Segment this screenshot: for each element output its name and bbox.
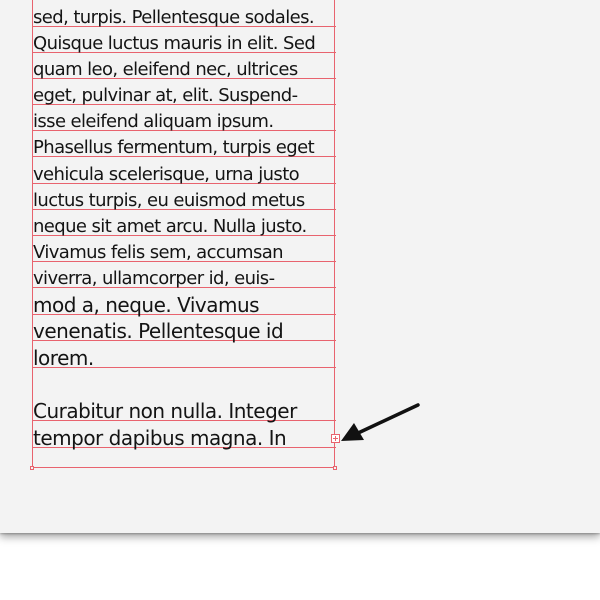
text-line: quam leo, eleifend nec, ultrices: [33, 59, 298, 80]
text-line: lorem.: [33, 346, 94, 370]
text-line: sed, turpis. Pellentesque sodales.: [33, 7, 314, 28]
text-line: mod a, neque. Vivamus: [33, 293, 260, 317]
text-line: isse eleifend aliquam ipsum.: [33, 111, 274, 132]
text-line: luctus turpis, eu euismod metus: [33, 190, 305, 211]
text-line: vehicula scelerisque, urna justo: [33, 164, 300, 185]
text-line: Curabitur non nulla. Integer: [33, 399, 297, 423]
text-line: venenatis. Pellentesque id: [33, 319, 284, 343]
text-line: tempor dapibus magna. In: [33, 426, 287, 450]
text-line: neque sit amet arcu. Nulla justo.: [33, 216, 307, 237]
text-line: Vivamus felis sem, accumsan: [33, 242, 283, 263]
text-line: viverra, ullamcorper id, euis-: [33, 268, 275, 289]
text-line: Phasellus fermentum, turpis eget: [33, 137, 315, 158]
text-line: eget, pulvinar at, elit. Suspend-: [33, 85, 298, 106]
text-line: Quisque luctus mauris in elit. Sed: [33, 33, 316, 54]
